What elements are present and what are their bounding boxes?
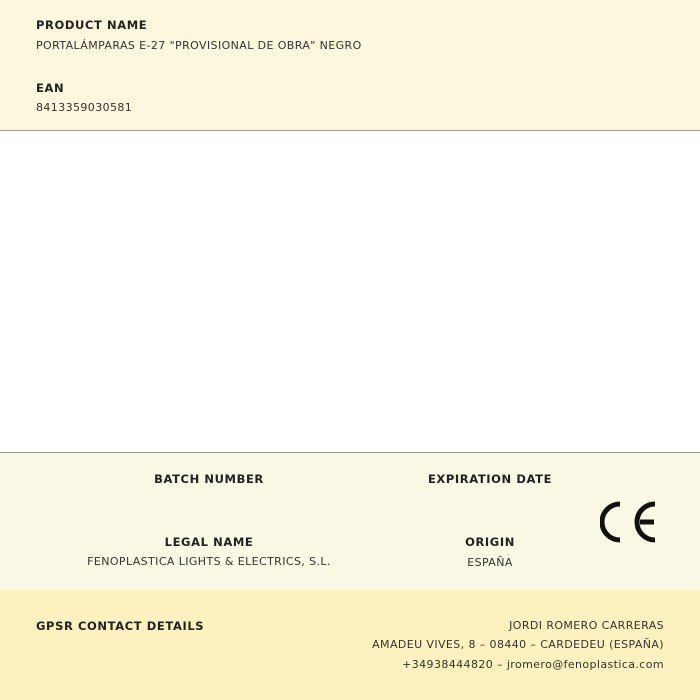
details-section (0, 452, 700, 591)
origin-value: ESPAÑA (467, 556, 513, 569)
ean-label: EAN (36, 81, 65, 95)
contact-address: AMADEU VIVES, 8 – 08440 – CARDEDEU (ESPAÑA) (372, 638, 664, 651)
product-info-section (0, 0, 700, 131)
legal-name-value: FENOPLASTICA LIGHTS & ELECTRICS, S.L. (87, 555, 331, 568)
ce-mark-icon (600, 500, 660, 544)
product-name-label: PRODUCT NAME (36, 18, 148, 32)
batch-number-label: BATCH NUMBER (154, 472, 264, 486)
gpsr-contact-label: GPSR CONTACT DETAILS (36, 619, 205, 633)
contact-section (0, 590, 700, 700)
expiration-date-label: EXPIRATION DATE (427, 472, 553, 486)
ean-value: 8413359030581 (36, 101, 133, 114)
contact-phone-email: +34938444820 – jromero@fenoplastica.com (402, 658, 664, 671)
contact-person: JORDI ROMERO CARRERAS (509, 619, 664, 632)
product-name-value: PORTALÁMPARAS E-27 "PROVISIONAL DE OBRA" NEGRO (36, 39, 362, 52)
blank-area (0, 131, 700, 452)
origin-label: ORIGIN (465, 535, 515, 549)
legal-name-label: LEGAL NAME (164, 535, 254, 549)
